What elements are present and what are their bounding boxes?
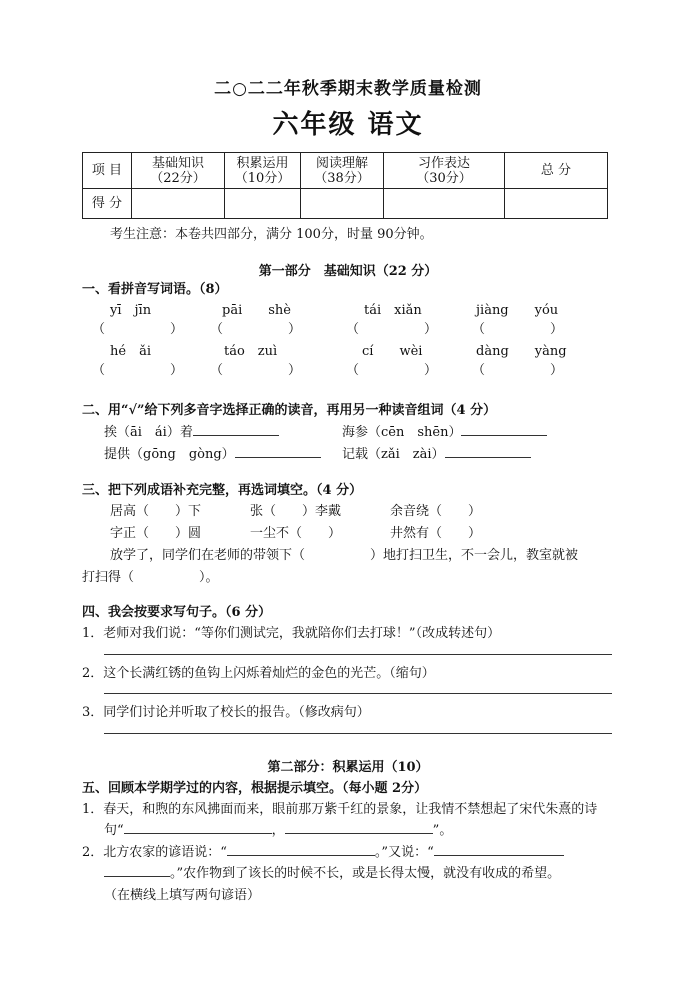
part2-heading: 第二部分：积累运用（10） xyxy=(267,760,429,775)
score-cell-accumulate: 积累运用 （10分） xyxy=(225,153,301,189)
q1-pinyin-1: yī jīn xyxy=(110,303,152,318)
q5-blank-1[interactable] xyxy=(124,822,272,834)
q4-item-2: 2．这个长满红锈的鱼钩上闪烁着灿烂的金色的光芒。（缩句） xyxy=(82,666,435,681)
q2-blank-2[interactable] xyxy=(461,424,547,436)
q5-item-2-line-1: 2．北方农家的谚语说：“ 。”又说：“ xyxy=(82,841,564,860)
score-table xyxy=(82,152,608,219)
q3-fill-sentence-2[interactable]: 打扫得（ ）。 xyxy=(82,570,219,585)
q1-answer-1[interactable]: （ ） xyxy=(92,322,184,337)
q4-item-1: 1．老师对我们说：“等你们测试完，我就陪你们去打球！”（改成转述句） xyxy=(82,626,501,641)
score-cell-writing: 习作表达 （30分） xyxy=(384,153,505,189)
q1-pinyin-7: cí wèi xyxy=(362,344,423,359)
q4-title: 四、我会按要求写句子。（6 分） xyxy=(82,605,272,620)
q2-item-3: 提供（gōng gòng） xyxy=(104,443,321,462)
q5-blank-3[interactable] xyxy=(227,844,375,856)
q5-blank-2[interactable] xyxy=(285,822,433,834)
score-cell-label: 项 目 xyxy=(83,153,132,189)
q3-idiom-6[interactable]: 井然有（ ） xyxy=(390,526,482,541)
q3-idiom-4[interactable]: 字正（ ）圆 xyxy=(110,526,202,541)
q1-answer-4[interactable]: （ ） xyxy=(472,322,564,337)
q5-item-2-note: （在横线上填写两句谚语） xyxy=(104,888,261,903)
q5-item-1-line-1: 1．春天，和煦的东风拂面而来，眼前那万紫千红的景象，让我情不禁想起了宋代朱熹的诗 xyxy=(82,802,598,817)
q1-answer-3[interactable]: （ ） xyxy=(346,322,438,337)
score-input-basic[interactable] xyxy=(132,189,225,219)
q4-item-3: 3．同学们讨论并听取了校长的报告。（修改病句） xyxy=(82,705,370,720)
part1-heading: 第一部分 基础知识（22 分） xyxy=(258,264,438,279)
q1-title: 一、看拼音写词语。（8） xyxy=(82,282,228,297)
score-row-label: 得 分 xyxy=(83,189,132,219)
q3-title: 三、把下列成语补充完整，再选词填空。（4 分） xyxy=(82,483,363,498)
score-input-total[interactable] xyxy=(505,189,608,219)
q1-pinyin-4: jiàng yóu xyxy=(476,303,559,318)
q1-answer-8[interactable]: （ ） xyxy=(472,363,564,378)
q5-blank-4[interactable] xyxy=(434,844,564,856)
q1-answer-2[interactable]: （ ） xyxy=(210,322,302,337)
q5-blank-4-cont[interactable] xyxy=(104,865,170,877)
q4-answer-line-3[interactable] xyxy=(104,733,612,734)
q3-idiom-1[interactable]: 居高（ ）下 xyxy=(110,504,202,519)
score-table-header-row xyxy=(83,153,608,189)
q1-pinyin-5: hé ǎi xyxy=(110,344,151,359)
q2-blank-4[interactable] xyxy=(445,446,531,458)
score-input-reading[interactable] xyxy=(301,189,384,219)
q2-item-4: 记载（zǎi zài） xyxy=(342,443,531,462)
q1-pinyin-3: tái xiǎn xyxy=(364,303,422,318)
exam-notice: 考生注意：本卷共四部分，满分 100分，时量 90分钟。 xyxy=(110,227,433,242)
q1-pinyin-6: táo zuì xyxy=(224,344,278,359)
q3-fill-sentence-1[interactable]: 放学了，同学们在老师的带领下（ ）地打扫卫生，不一会儿，教室就被 xyxy=(110,548,579,563)
q2-item-1: 挨（āi ái）着 xyxy=(104,421,279,440)
q2-item-2: 海参（cēn shēn） xyxy=(342,421,547,440)
q4-answer-line-1[interactable] xyxy=(104,654,612,655)
q2-blank-1[interactable] xyxy=(193,424,279,436)
q5-item-2-line-2: 。”农作物到了该长的时候不长，或是长得太慢，就没有收成的希望。 xyxy=(104,862,560,881)
q3-idiom-2[interactable]: 张（ ）李戴 xyxy=(250,504,342,519)
q1-pinyin-8: dàng yàng xyxy=(476,344,567,359)
q1-answer-5[interactable]: （ ） xyxy=(92,363,184,378)
q4-answer-line-2[interactable] xyxy=(104,693,612,694)
score-cell-reading: 阅读理解 （38分） xyxy=(301,153,384,189)
score-input-accumulate[interactable] xyxy=(225,189,301,219)
exam-subtitle: 六年级 语文 xyxy=(272,110,424,140)
q3-idiom-5[interactable]: 一尘不（ ） xyxy=(250,526,342,541)
exam-title: 二○二二年秋季期末教学质量检测 xyxy=(214,79,482,99)
q1-answer-7[interactable]: （ ） xyxy=(346,363,438,378)
q5-title: 五、回顾本学期学过的内容，根据提示填空。（每小题 2分） xyxy=(82,781,428,796)
q1-pinyin-2: pāi shè xyxy=(222,303,291,318)
score-table-score-row xyxy=(83,189,608,219)
q2-title: 二、用“√”给下列多音字选择正确的读音，再用另一种读音组词（4 分） xyxy=(82,403,497,418)
q1-answer-6[interactable]: （ ） xyxy=(210,363,302,378)
score-cell-total: 总 分 xyxy=(505,153,608,189)
q3-idiom-3[interactable]: 余音绕（ ） xyxy=(390,504,482,519)
score-input-writing[interactable] xyxy=(384,189,505,219)
q5-item-1-line-2: 句“ ， ”。 xyxy=(104,823,453,838)
q2-blank-3[interactable] xyxy=(235,446,321,458)
score-cell-basic: 基础知识 （22分） xyxy=(132,153,225,189)
